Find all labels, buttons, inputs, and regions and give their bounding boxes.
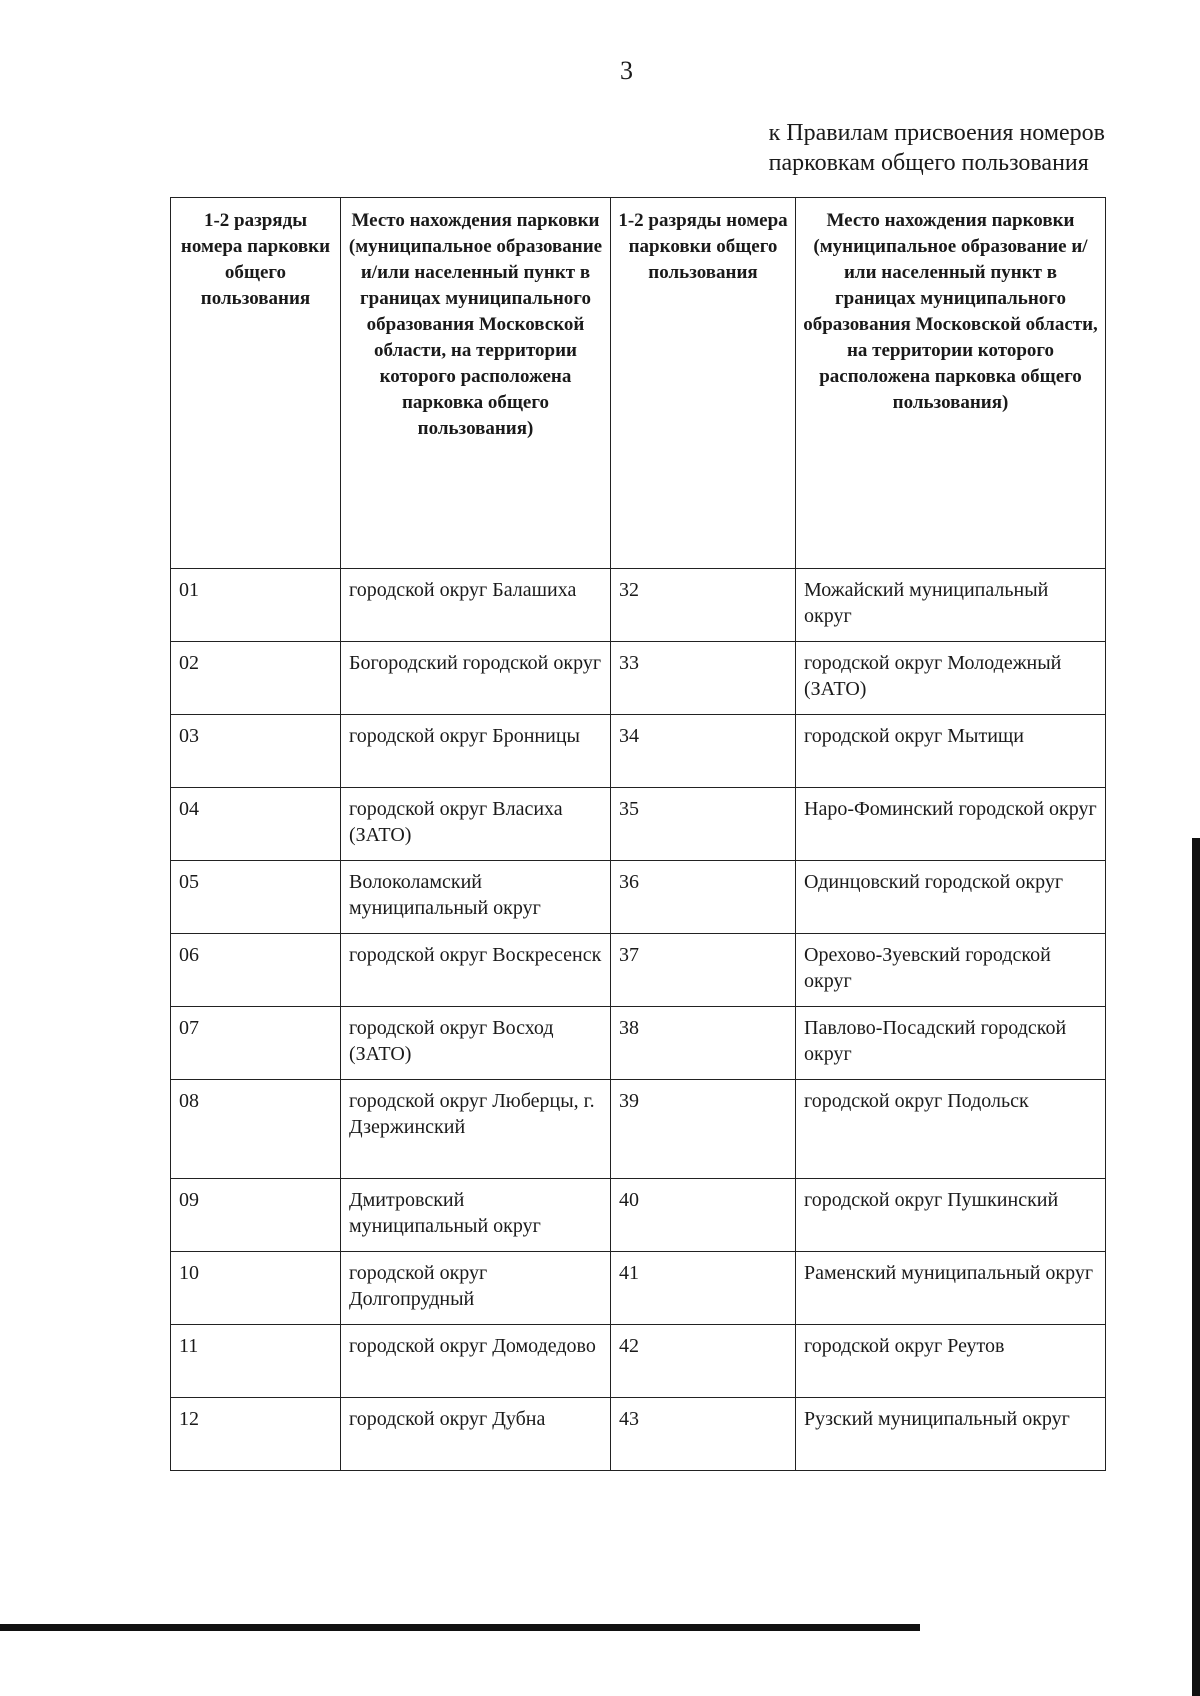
- place-cell: городской округ Молодежный (ЗАТО): [796, 642, 1106, 715]
- code-cell: 38: [611, 1007, 796, 1080]
- place-cell: городской округ Реутов: [796, 1325, 1106, 1398]
- place-cell: Орехово-Зуевский городской округ: [796, 934, 1106, 1007]
- place-cell: Одинцовский городской округ: [796, 861, 1106, 934]
- place-cell: городской округ Подольск: [796, 1080, 1106, 1179]
- header-code-left: 1-2 разряды номера парковки общего пользования: [171, 198, 341, 569]
- table-row: [171, 1179, 1106, 1252]
- place-cell: городской округ Балашиха: [341, 569, 611, 642]
- code-cell: 02: [171, 642, 341, 715]
- page-number: 3: [620, 56, 633, 85]
- scan-right-edge: [1192, 838, 1200, 1696]
- code-cell: 33: [611, 642, 796, 715]
- place-cell: городской округ Пушкинский: [796, 1179, 1106, 1252]
- appendix-note-line-1: к Правилам присвоения номеров: [768, 120, 1105, 146]
- header-place-left: Место нахождения парковки (муниципальное образование и/или населенный пункт в границах муниципального образования Московской области, на территории которого расположена парковка общего пользования): [341, 198, 611, 569]
- parking-codes-table: [170, 197, 1106, 1471]
- code-cell: 40: [611, 1179, 796, 1252]
- table-row: [171, 715, 1106, 788]
- place-cell: Можайский муниципальный округ: [796, 569, 1106, 642]
- appendix-note: [769, 118, 1105, 178]
- place-cell: Дмитровский муниципальный округ: [341, 1179, 611, 1252]
- place-cell: Волоколамский муниципальный округ: [341, 861, 611, 934]
- place-cell: городской округ Мытищи: [796, 715, 1106, 788]
- code-cell: 07: [171, 1007, 341, 1080]
- code-cell: 08: [171, 1080, 341, 1179]
- place-cell: городской округ Бронницы: [341, 715, 611, 788]
- scan-bottom-border: [0, 1624, 920, 1631]
- place-cell: городской округ Дубна: [341, 1398, 611, 1471]
- code-cell: 42: [611, 1325, 796, 1398]
- table-row: [171, 934, 1106, 1007]
- place-cell: Раменский муниципальный округ: [796, 1252, 1106, 1325]
- table-row: [171, 788, 1106, 861]
- table-row: [171, 1398, 1106, 1471]
- place-cell: городской округ Воскресенск: [341, 934, 611, 1007]
- table-header-row: [171, 198, 1106, 569]
- table-row: [171, 861, 1106, 934]
- place-cell: Богородский городской округ: [341, 642, 611, 715]
- table-row: [171, 642, 1106, 715]
- place-cell: Павлово-Посадский городской округ: [796, 1007, 1106, 1080]
- code-cell: 35: [611, 788, 796, 861]
- code-cell: 04: [171, 788, 341, 861]
- code-cell: 01: [171, 569, 341, 642]
- code-cell: 05: [171, 861, 341, 934]
- code-cell: 09: [171, 1179, 341, 1252]
- place-cell: Наро-Фоминский городской округ: [796, 788, 1106, 861]
- code-cell: 37: [611, 934, 796, 1007]
- code-cell: 32: [611, 569, 796, 642]
- code-cell: 34: [611, 715, 796, 788]
- code-cell: 41: [611, 1252, 796, 1325]
- place-cell: городской округ Долгопрудный: [341, 1252, 611, 1325]
- header-code-right: 1-2 разряды номера парковки общего пользования: [611, 198, 796, 569]
- table-row: [171, 1325, 1106, 1398]
- code-cell: 11: [171, 1325, 341, 1398]
- table-row: [171, 1007, 1106, 1080]
- code-cell: 12: [171, 1398, 341, 1471]
- table-row: [171, 569, 1106, 642]
- code-cell: 43: [611, 1398, 796, 1471]
- code-cell: 39: [611, 1080, 796, 1179]
- place-cell: Рузский муниципальный округ: [796, 1398, 1106, 1471]
- place-cell: городской округ Власиха (ЗАТО): [341, 788, 611, 861]
- place-cell: городской округ Восход (ЗАТО): [341, 1007, 611, 1080]
- code-cell: 03: [171, 715, 341, 788]
- code-cell: 10: [171, 1252, 341, 1325]
- header-place-right: Место нахождения парковки (муниципальное образование и/или населенный пункт в границах муниципального образования Московской области, на территории которого расположена парковка общего пользования): [796, 198, 1106, 569]
- place-cell: городской округ Люберцы, г. Дзержинский: [341, 1080, 611, 1179]
- code-cell: 36: [611, 861, 796, 934]
- table-row: [171, 1080, 1106, 1179]
- table-row: [171, 1252, 1106, 1325]
- code-cell: 06: [171, 934, 341, 1007]
- appendix-note-line-2: парковкам общего пользования: [768, 150, 1089, 176]
- place-cell: городской округ Домодедово: [341, 1325, 611, 1398]
